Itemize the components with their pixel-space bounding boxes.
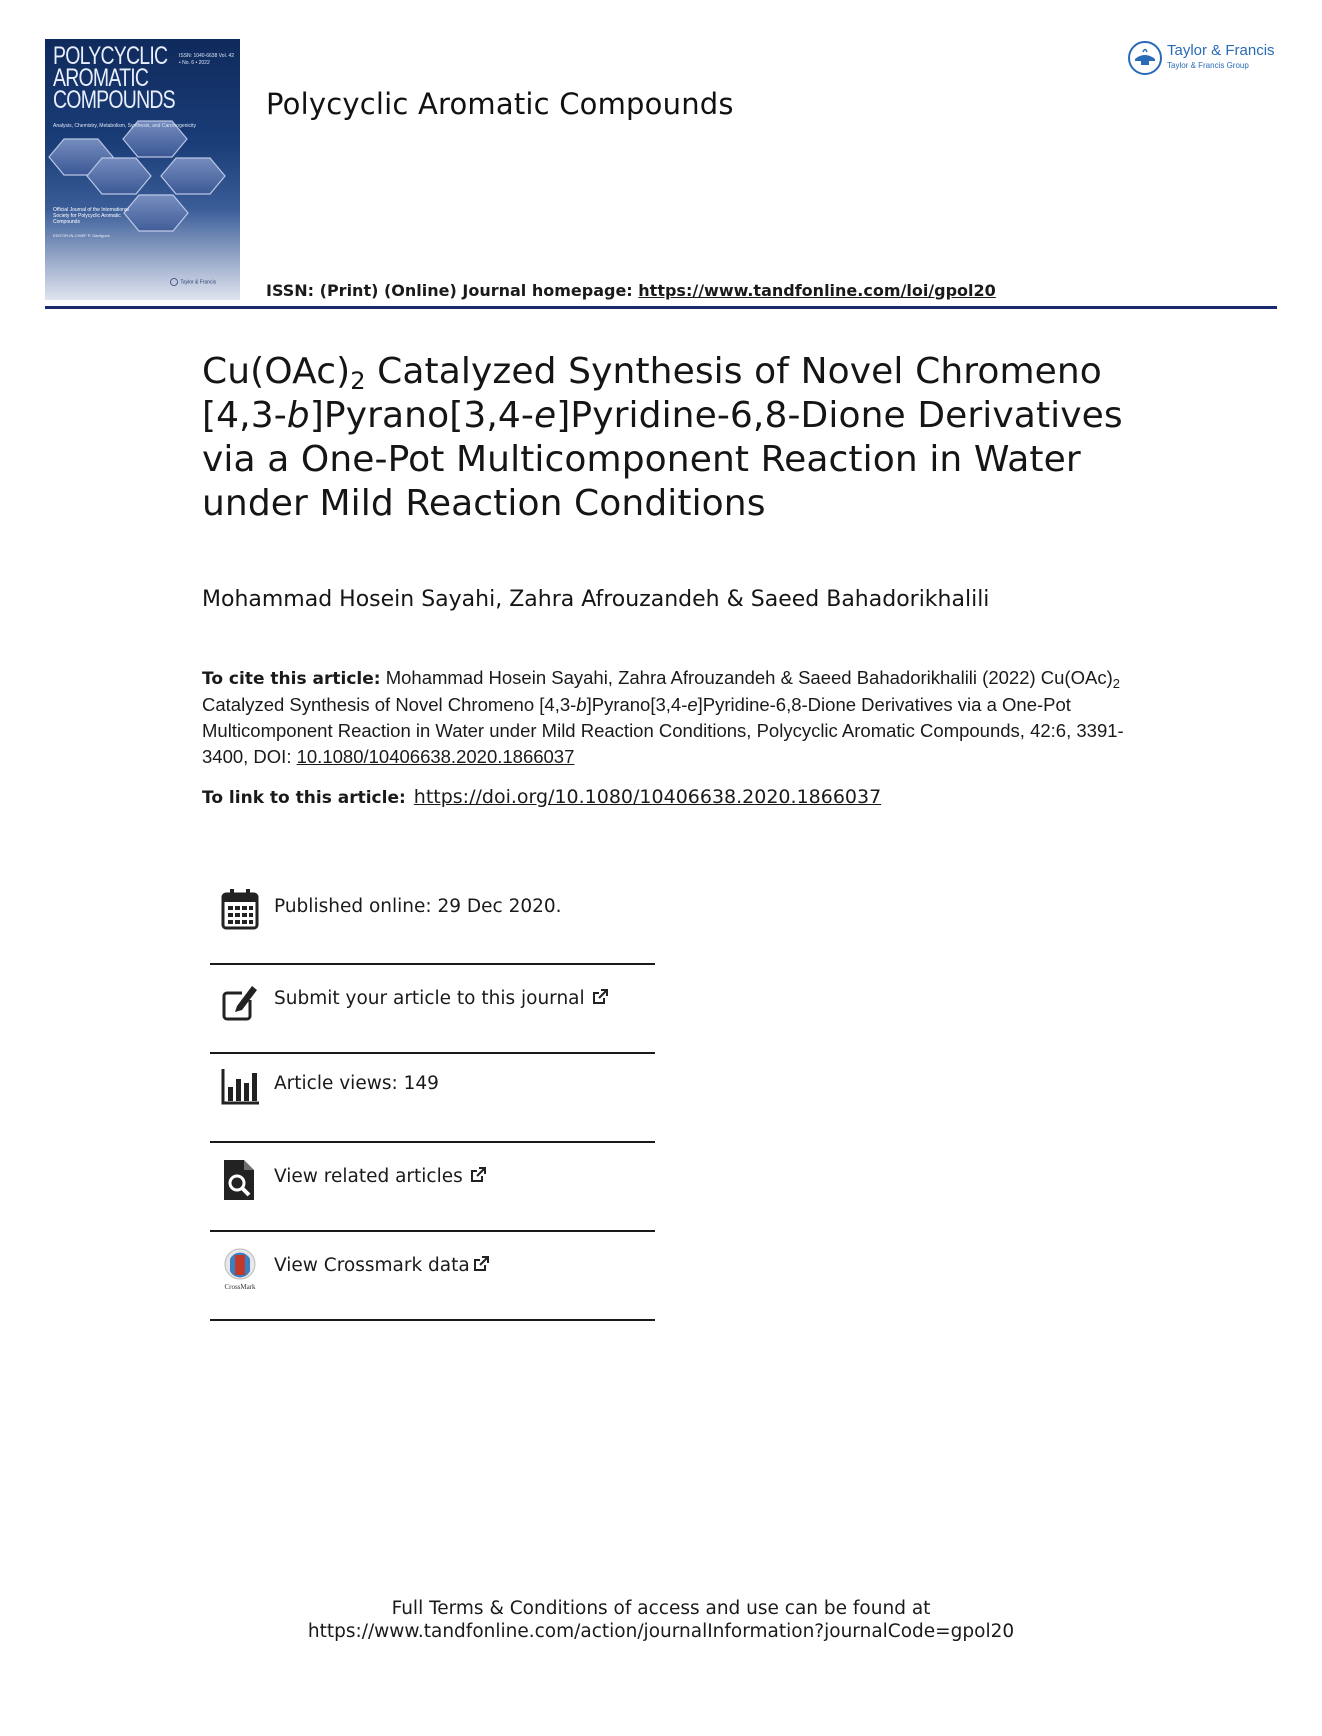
article-title: $Cu(OAc)_2$ Catalyzed Synthesis of Novel Chromeno [4,3-b]Pyrano[3,4-e]Pyridine-6,8-Dione Derivatives via a One-Pot Multicomponent Reaction in Water under Mild Reaction Conditions bbox=[202, 351, 1123, 524]
link-label: To link to this article: bbox=[202, 788, 406, 808]
publisher-logo-icon bbox=[169, 278, 179, 286]
cover-publisher-logo: Taylor & Francis bbox=[169, 278, 216, 286]
submit-article-link[interactable]: Submit your article to this journal bbox=[274, 988, 609, 1009]
footer-terms-link[interactable]: https://www.tandfonline.com/action/journalInformation?journalCode=gpol20 bbox=[307, 1621, 1015, 1642]
divider bbox=[210, 1319, 655, 1321]
calendar-icon bbox=[220, 888, 260, 932]
issn-homepage-line bbox=[266, 281, 996, 300]
taylor-francis-logo-icon bbox=[1127, 40, 1163, 76]
article-link-line bbox=[202, 786, 881, 808]
article-doi-url[interactable]: https://doi.org/10.1080/10406638.2020.1866037 bbox=[413, 786, 882, 808]
footer-line-1: Full Terms & Conditions of access and use can be found at bbox=[391, 1598, 931, 1619]
journal-cover bbox=[45, 39, 240, 300]
crossmark-row[interactable] bbox=[210, 1247, 655, 1337]
bar-chart-icon bbox=[220, 1065, 260, 1109]
related-articles-link[interactable]: View related articles bbox=[274, 1166, 487, 1187]
article-views-text: Article views: 149 bbox=[274, 1073, 439, 1094]
crossmark-icon bbox=[220, 1247, 260, 1291]
doi-link[interactable]: 10.1080/10406638.2020.1866037 bbox=[296, 746, 575, 767]
divider bbox=[210, 1141, 655, 1143]
journal-homepage-link[interactable]: https://www.tandfonline.com/loi/gpol20 bbox=[638, 281, 996, 300]
taylor-francis-logo[interactable] bbox=[1127, 40, 1275, 80]
search-document-icon bbox=[220, 1158, 260, 1202]
submit-article-row[interactable] bbox=[210, 980, 655, 1070]
issn-label: ISSN: (Print) (Online) Journal homepage: bbox=[266, 281, 633, 300]
cover-title: POLYCYCLIC AROMATIC COMPOUNDS bbox=[53, 42, 175, 114]
article-authors: Mohammad Hosein Sayahi, Zahra Afrouzandeh & Saeed Bahadorikhalili bbox=[202, 587, 990, 612]
cite-label: To cite this article: bbox=[202, 669, 381, 689]
external-link-icon bbox=[469, 1166, 487, 1184]
external-link-icon bbox=[472, 1255, 490, 1273]
divider bbox=[210, 963, 655, 965]
crossmark-link[interactable]: View Crossmark data bbox=[274, 1255, 490, 1276]
external-link-icon bbox=[591, 988, 609, 1006]
divider bbox=[210, 1052, 655, 1054]
cover-issn: ISSN: 1040-6638 Vol. 42 • No. 6 • 2022 bbox=[179, 53, 235, 66]
cover-editor: EDITOR-IN-CHIEF P. Garrigues bbox=[53, 233, 110, 238]
header-divider bbox=[45, 306, 1277, 309]
journal-title: Polycyclic Aromatic Compounds bbox=[266, 87, 734, 121]
cover-subtitle: Analysis, Chemistry, Metabolism, Synthesis, and Carcinogenicity bbox=[53, 123, 197, 129]
published-online-text: Published online: 29 Dec 2020. bbox=[274, 896, 562, 917]
logo-name: Taylor & Francis bbox=[1167, 42, 1275, 59]
terms-footer bbox=[0, 1597, 1322, 1643]
cover-official-text: Official Journal of the International Society for Polycyclic Aromatic Compounds bbox=[53, 207, 129, 225]
edit-icon bbox=[220, 980, 260, 1024]
svg-text:CrossMark: CrossMark bbox=[224, 1283, 256, 1291]
logo-group: Taylor & Francis Group bbox=[1167, 61, 1249, 70]
related-articles-row[interactable] bbox=[210, 1158, 655, 1248]
citation-block: To cite this article: Mohammad Hosein Sayahi, Zahra Afrouzandeh & Saeed Bahadorikhalili (2022) $Cu(OAc)_2$ Catalyzed Synthesis of Novel Chromeno [4,3-b]Pyrano[3,4-e]Pyridine-6,8-Dione Derivatives via a One-Pot Multicomponent Reaction in Water under Mild Reaction Conditions, Polycyclic Aromatic Compounds, 42:6, 3391-3400, DOI: 10.1080/10406638.2020.1866037 bbox=[202, 667, 1124, 767]
divider bbox=[210, 1230, 655, 1232]
